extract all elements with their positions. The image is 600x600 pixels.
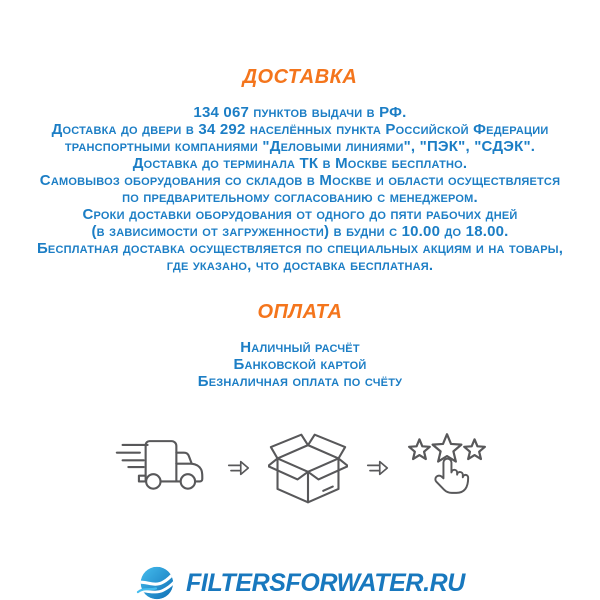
- delivery-text-line: Сроки доставки оборудования от одного до пяти рабочих дней: [82, 206, 518, 223]
- footer-brand-bar: [0, 564, 600, 600]
- payment-text-line: Банковской картой: [233, 356, 367, 373]
- arrow-right-icon: [366, 459, 389, 477]
- delivery-text-block: [0, 104, 600, 274]
- delivery-text-line: Доставка до терминала ТК в Москве бесплатно.: [132, 155, 468, 172]
- brand-name: FILTERSFORWATER.RU: [186, 568, 465, 597]
- payment-text-line: Безналичная оплата по счёту: [197, 373, 403, 390]
- delivery-text-line: транспортными компаниями "Деловыми линиями", "ПЭК", "СДЭК".: [64, 138, 536, 155]
- order-process-icons-row: [0, 420, 600, 516]
- payment-section-title: ОПЛАТА: [257, 301, 343, 323]
- arrow-right-icon: [227, 459, 250, 477]
- open-box-icon: [268, 424, 348, 512]
- delivery-text-line: где указано, что доставка бесплатная.: [166, 257, 434, 274]
- delivery-section-title: ДОСТАВКА: [242, 66, 358, 88]
- payment-text-block: [0, 339, 600, 390]
- delivery-truck-icon: [113, 433, 209, 503]
- delivery-text-line: Доставка до двери в 34 292 населённых пункта Российской Федерации: [51, 121, 549, 138]
- payment-text-line: Наличный расчёт: [240, 339, 360, 356]
- water-wave-logo-icon: [135, 564, 177, 600]
- rating-stars-icon: [407, 425, 487, 511]
- delivery-text-line: Самовывоз оборудования со складов в Москве и области осуществляется: [39, 172, 561, 189]
- delivery-text-line: по предварительному согласованию с менеджером.: [122, 189, 478, 206]
- delivery-text-line: Бесплатная доставка осуществляется по специальных акциям и на товары,: [36, 240, 564, 257]
- delivery-text-line: (в зависимости от загруженности) в будни с 10.00 до 18.00.: [91, 223, 509, 240]
- delivery-text-line: 134 067 пунктов выдачи в РФ.: [193, 104, 407, 121]
